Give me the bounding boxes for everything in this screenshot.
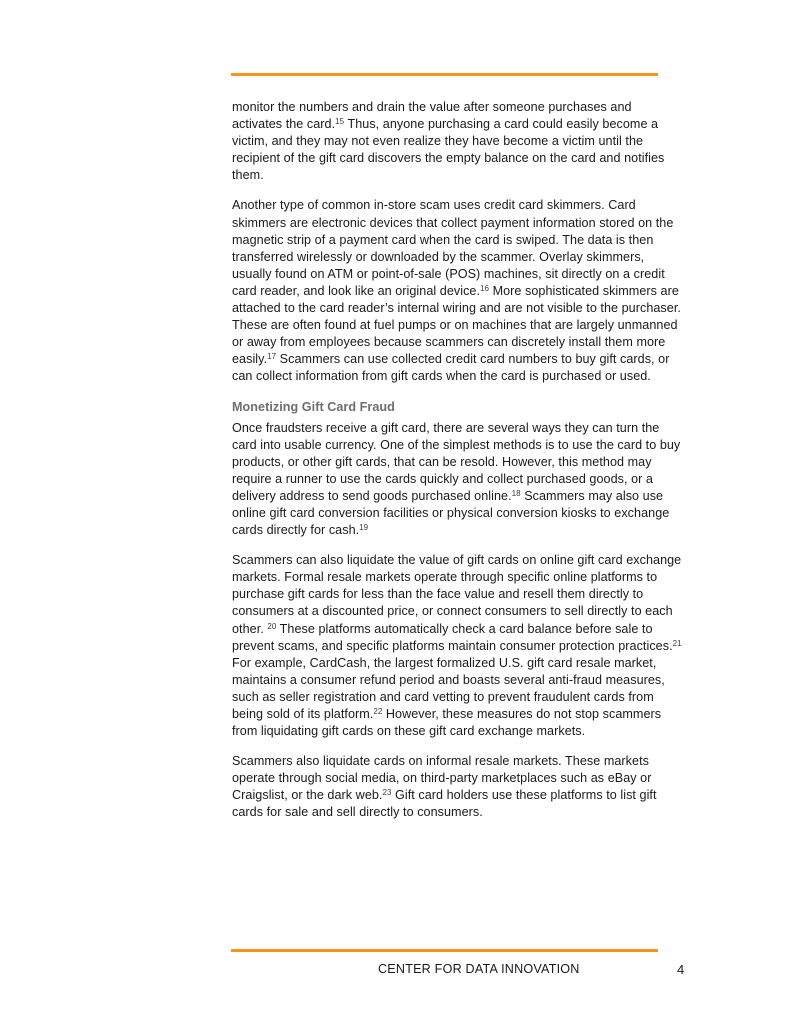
paragraph-text: Scammers also liquidate cards on informal resale markets. These markets operate through social media, on third-party marketplaces such as eBay or Craigslist, or the dark web. bbox=[232, 754, 652, 803]
footnote-ref-19[interactable]: 19 bbox=[359, 523, 369, 533]
footnote-ref-17[interactable]: 17 bbox=[267, 352, 277, 362]
paragraph-gift-card-drain bbox=[232, 99, 684, 184]
paragraph-text: For example, CardCash, the largest formalized U.S. gift card resale market, maintains a consumer refund period and boasts several anti-fraud measures, such as seller registration and card vetting to prevent fraudulent cards from being sold of its platform. bbox=[232, 655, 665, 721]
footnote-ref-20[interactable]: 20 bbox=[267, 621, 277, 631]
paragraph-text: Once fraudsters receive a gift card, there are several ways they can turn the card into usable currency. One of the simplest methods is to use the card to buy products, or other gift cards, that can be resold. However, this method may require a runner to use the cards quickly and collect purchased goods, or a delivery address to send goods purchased online. bbox=[232, 420, 681, 503]
footnote-ref-23[interactable]: 23 bbox=[382, 788, 392, 798]
footnote-ref-18[interactable]: 18 bbox=[511, 488, 521, 498]
footnote-ref-16[interactable]: 16 bbox=[480, 283, 490, 293]
paragraph-text: Thus, anyone purchasing a card could easily become a victim, and they may not even realize they have become a victim until the recipient of the gift card discovers the empty balance on the card and notifies them. bbox=[232, 117, 665, 183]
page-number: 4 bbox=[677, 962, 685, 977]
footnote-ref-21[interactable]: 21 bbox=[672, 638, 682, 648]
paragraph-monetizing bbox=[232, 420, 684, 540]
paragraph-card-skimmers bbox=[232, 197, 684, 385]
footnote-ref-22[interactable]: 22 bbox=[373, 707, 383, 716]
paragraph-text: Scammers may also use online gift card conversion facilities or physical conversion kiosks to exchange cards directly for cash. bbox=[232, 488, 670, 538]
footer-accent-rule bbox=[231, 949, 658, 952]
paragraph-text: Scammers can also liquidate the value of gift cards on online gift card exchange markets. Formal resale markets operate through specific online platforms to purchase gift cards for less than the face value and resell them directly to consumers at a discounted price, or connect consumers to sell directly to each other. bbox=[232, 553, 682, 636]
paragraph-text: Gift card holders use these platforms to list gift cards for sale and sell directly to consumers. bbox=[232, 788, 657, 820]
paragraph-text: Another type of common in-store scam uses credit card skimmers. Card skimmers are electronic devices that collect payment information stored on the magnetic strip of a payment card when the card is swiped. The data is then transferred wirelessly or downloaded by the scammer. Overlay skimmers, usually found on ATM or point-of-sale (POS) machines, sit directly on a credit card reader, and look like an original device. bbox=[232, 198, 674, 298]
document-body bbox=[232, 99, 684, 835]
paragraph-text: More sophisticated skimmers are attached to the card reader’s internal wiring and are not visible to the purchaser. These are often found at fuel pumps or on machines that are largely unmanned or away from employees because scammers can discretely install them more easily. bbox=[232, 283, 681, 367]
footnote-ref-15[interactable]: 15 bbox=[335, 117, 345, 127]
paragraph-text: monitor the numbers and drain the value after someone purchases and activates the card. bbox=[232, 100, 632, 132]
footer-organization-label: CENTER FOR DATA INNOVATION bbox=[378, 962, 580, 976]
paragraph-text: Scammers can use collected credit card numbers to buy gift cards, or can collect information from gift cards when the card is purchased or used. bbox=[232, 352, 670, 384]
paragraph-exchange-markets bbox=[232, 552, 684, 740]
paragraph-informal-markets bbox=[232, 753, 684, 821]
header-accent-rule bbox=[231, 73, 658, 76]
paragraph-text: However, these measures do not stop scammers from liquidating gift cards on these gift card exchange markets. bbox=[232, 707, 662, 739]
paragraph-text: These platforms automatically check a card balance before sale to prevent scams, and specific platforms maintain consumer protection practices. bbox=[232, 621, 673, 653]
section-heading: Monetizing Gift Card Fraud bbox=[232, 399, 395, 414]
